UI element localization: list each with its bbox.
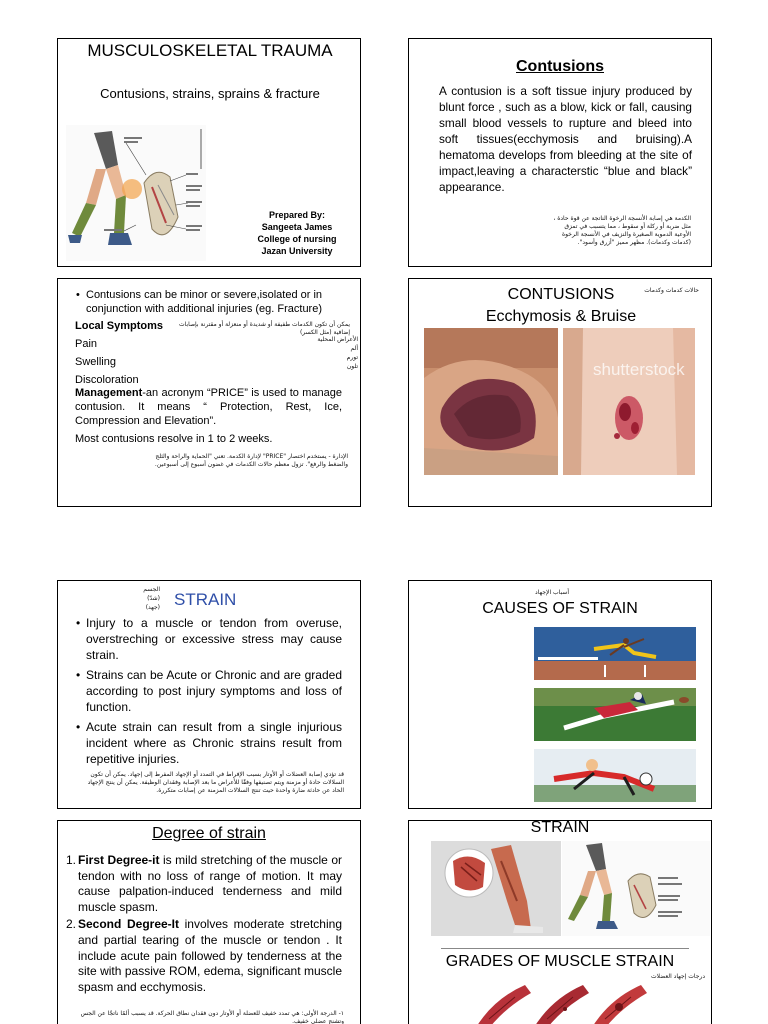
degree-list — [66, 853, 342, 995]
arabic-translation: ١- الدرجة الأولى: هي تمدد خفيف للعضلة أو الأوتار دون فقدان نطاق الحركة. قد يسبب ألمًا ناتجًا عن الجس وتشنج عضلي خفيف. — [80, 1010, 344, 1024]
management-label: Management — [75, 387, 143, 399]
degree-label: First Degree-it — [78, 853, 160, 867]
hurdler-photo — [534, 627, 696, 680]
arabic-note: (جهد) — [145, 604, 160, 611]
degree-number: 1. — [66, 853, 77, 867]
symptom-item: Swelling — [75, 356, 116, 368]
slide-heading: STRAIN — [530, 820, 590, 836]
bruise-photo — [563, 328, 695, 475]
college-name: College of nursing — [257, 234, 337, 244]
football-photo — [534, 688, 696, 741]
slide-heading: CAUSES OF STRAIN — [482, 600, 638, 617]
arabic-title: درجات إجهاد العضلات — [650, 973, 705, 980]
bullet-item: • Injury to a muscle or tendon from overuse, overstreching or excessive stress may cause strain. — [74, 615, 342, 663]
slide-contusion-details — [57, 278, 361, 507]
arabic-title: حالات كدمات وكدمات — [644, 287, 699, 294]
management-body: -an acronym “PRICE” is used to manage contusion. It means “ Protection, Rest, Ice, Compression and Elevation”. — [75, 387, 342, 427]
author-block — [238, 209, 356, 257]
arabic-symptom: تورم — [346, 354, 358, 361]
arabic-symptoms — [258, 335, 358, 371]
slide-strain-grades — [408, 820, 712, 1024]
local-symptoms-heading: Local Symptoms — [75, 320, 164, 332]
bullet-item: • Strains can be Acute or Chronic and are graded according to post injury symptoms and loss of function. — [74, 667, 342, 715]
author-name: Sangeeta James — [261, 222, 333, 232]
slide-heading: CONTUSIONS — [507, 286, 615, 303]
watermark-text: shutterstock — [593, 360, 685, 379]
slide-title-heading: MUSCULOSKELETAL TRAUMA — [87, 41, 333, 60]
slide-subheading: Ecchymosis & Bruise — [485, 308, 637, 325]
arabic-translation: الكدمة هي إصابة الأنسجة الرخوة الناتجة عن قوة حادة ، مثل ضربة أو ركلة أو سقوط ، مما يتسبب في تمزق الأوعية الدموية الصغيرة والنزيف في الأنسجة الرخوة (كدمات وكدمات). مظهر مميز "أزرق وأسود". — [553, 215, 691, 246]
slide-contusions — [408, 38, 712, 267]
degree-item — [66, 853, 342, 915]
muscle-grades-image — [469, 979, 649, 1024]
symptom-item: Discoloration — [75, 374, 139, 386]
symptom-list — [75, 335, 139, 389]
slide-causes-of-strain — [408, 580, 712, 809]
symptom-item: Pain — [75, 338, 98, 350]
prepared-by-label: Prepared By: — [268, 210, 326, 220]
arabic-side-notes — [134, 585, 160, 612]
resolution-text: Most contusions resolve in 1 to 2 weeks. — [75, 433, 273, 445]
slide-heading: Degree of strain — [152, 825, 266, 842]
bullet-item: • Contusions can be minor or severe,isolated or in conjunction with additional injuries (eg. Fracture) — [74, 288, 344, 316]
bullet-list — [74, 615, 342, 767]
muscle-tear-image — [431, 841, 561, 936]
arabic-symptom: الأعراض المحلية — [317, 336, 358, 343]
university-name: Jazan University — [261, 246, 333, 256]
arabic-intro: يمكن أن تكون الكدمات طفيفة أو شديدة أو منعزلة أو مقترنة بإصابات إضافية (مثل الكسر) — [178, 321, 350, 336]
leg-anatomy-image — [562, 841, 710, 936]
arabic-note: (شدّ) — [147, 595, 160, 602]
slide-heading: STRAIN — [174, 590, 237, 609]
divider — [441, 948, 689, 949]
degree-item — [66, 917, 342, 995]
soccer-photo — [534, 749, 696, 802]
slide-ecchymosis — [408, 278, 712, 507]
degree-description: involves moderate stretching and partial tearing of the muscle or tendon . It include acute pain followed by tenderness at the site with passive ROM, edema, significant muscle spasm and ecchymosis. — [78, 917, 342, 994]
arabic-management: الإدارة - يستخدم اختصار "PRICE" لإدارة الكدمة. تعني "الحماية والراحة والثلج والضغط والرفع". تزول معظم حالات الكدمات في غضون أسبوع إلى أسبوعين. — [154, 453, 348, 468]
leg-anatomy-image — [66, 125, 206, 261]
arabic-symptom: ألم — [350, 345, 358, 352]
definition-text: A contusion is a soft tissue injury produced by blunt force , such as a blow, kick or fall, causing small blood vessels to rupture and bleed into soft tissues(ecchymosis and bruising).A hematoma develops from bleeding at the site of impact,leaving a characterstic “blue and black” appearance. — [439, 84, 692, 194]
slide-subtitle: Contusions, strains, sprains & fracture — [100, 86, 320, 101]
management-text — [75, 386, 342, 428]
slide-degree-of-strain — [57, 820, 361, 1024]
arabic-symptom: تلون — [346, 363, 358, 370]
arabic-note: الجسم — [143, 586, 160, 593]
degree-label: Second Degree-It — [78, 917, 179, 932]
degree-description: is mild stretching of the muscle or tendon with no loss of range of motion. It may cause palpation-induced tenderness and mild muscle spasm. — [78, 853, 342, 914]
arabic-title: أسباب الإجهاد — [535, 589, 569, 596]
bullet-list — [74, 288, 344, 316]
arabic-translation: قد تؤدي إصابة العضلات أو الأوتار بسبب الإفراط في التمدد أو الإجهاد المفرط إلى إجهاد. يمكن أن تكون السلالات حادة أو مزمنة ويتم تصنيفها وفقًا للأعراض ما بعد الإصابة وفقدان الوظيفة. يمكن أن ينتج الإجهاد الحاد عن حادثة ضارة واحدة حيث تنتج السلالات المزمنة عن إصابات متكررة. — [87, 771, 344, 794]
slide-strain — [57, 580, 361, 809]
slide-subheading: GRADES OF MUSCLE STRAIN — [445, 953, 675, 970]
slide-title — [57, 38, 361, 267]
ecchymosis-photo — [424, 328, 558, 475]
bullet-item: • Acute strain can result from a single injurious incident where as Chronic strains result from repetitive injuries. — [74, 719, 342, 767]
degree-number: 2. — [66, 917, 77, 932]
slide-heading: Contusions — [516, 58, 604, 75]
